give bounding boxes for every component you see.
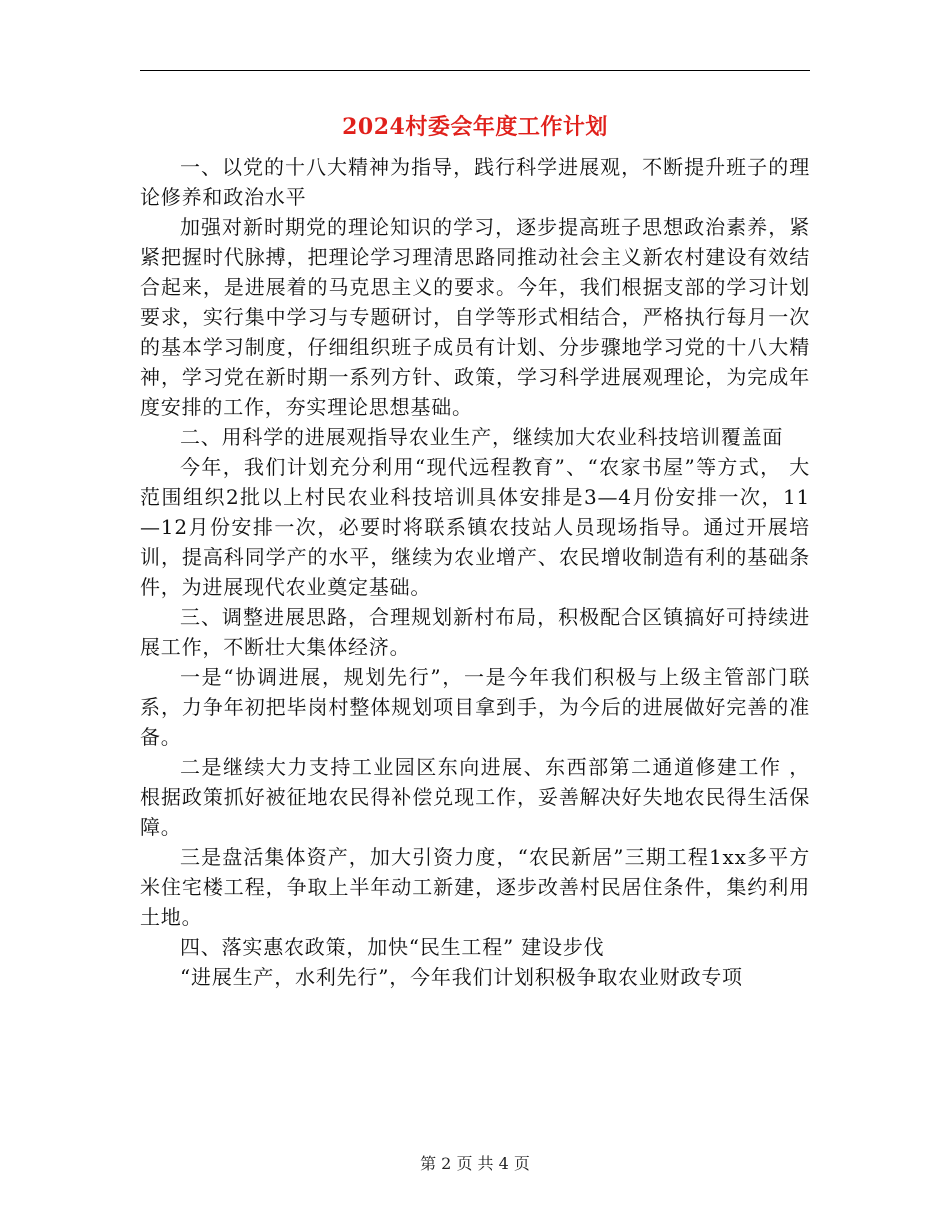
body-paragraph: 今年，我们计划充分利用“现代远程教育”、“农家书屋”等方式， 大范围组织2批以上村民农业科技培训具体安排是3—4月份安排一次，11—12月份安排一次，必要时将联系镇农技站人员现场指导。通过开展培训，提高科同学产的水平，继续为农业增产、农民增收制造有利的基础条件，为进展现代农业奠定基础。 xyxy=(140,455,810,599)
section-heading-1: 一、以党的十八大精神为指导，践行科学进展观，不断提升班子的理论修养和政治水平 xyxy=(140,155,810,209)
section-heading-3: 三、调整进展思路，合理规划新村布局，积极配合区镇搞好可持续进展工作，不断壮大集体经济。 xyxy=(140,605,810,659)
body-paragraph: 二是继续大力支持工业园区东向进展、东西部第二通道修建工作 ，根据政策抓好被征地农民得补偿兑现工作，妥善解决好失地农民得生活保障。 xyxy=(140,755,810,839)
body-paragraph: 加强对新时期党的理论知识的学习，逐步提高班子思想政治素养，紧紧把握时代脉搏，把理论学习理清思路同推动社会主义新农村建设有效结合起来，是进展着的马克思主义的要求。今年，我们根据支部的学习计划要求，实行集中学习与专题研讨，自学等形式相结合，严格执行每月一次的基本学习制度，仔细组织班子成员有计划、分步骤地学习党的十八大精神，学习党在新时期一系列方针、政策，学习科学进展观理论，为完成年度安排的工作，夯实理论思想基础。 xyxy=(140,215,810,419)
section-heading-4: 四、落实惠农政策，加快“民生工程” 建设步伐 xyxy=(180,935,605,959)
section-heading-2: 二、用科学的进展观指导农业生产，继续加大农业科技培训覆盖面 xyxy=(180,425,784,449)
document-body xyxy=(140,152,810,992)
body-paragraph: 一是“协调进展，规划先行”，一是今年我们积极与上级主管部门联系，力争年初把毕岗村整体规划项目拿到手，为今后的进展做好完善的准备。 xyxy=(140,665,810,749)
document-title: 2024村委会年度工作计划 xyxy=(342,114,608,140)
body-paragraph: 三是盘活集体资产，加大引资力度，“农民新居”三期工程1xx多平方米住宅楼工程，争取上半年动工新建，逐步改善村民居住条件，集约利用土地。 xyxy=(140,845,810,929)
body-paragraph: “进展生产，水利先行”，今年我们计划积极争取农业财政专项 xyxy=(180,965,743,989)
page-number: 第 2 页 共 4 页 xyxy=(420,1154,530,1173)
header-rule xyxy=(140,70,810,71)
page-footer xyxy=(0,1152,950,1176)
